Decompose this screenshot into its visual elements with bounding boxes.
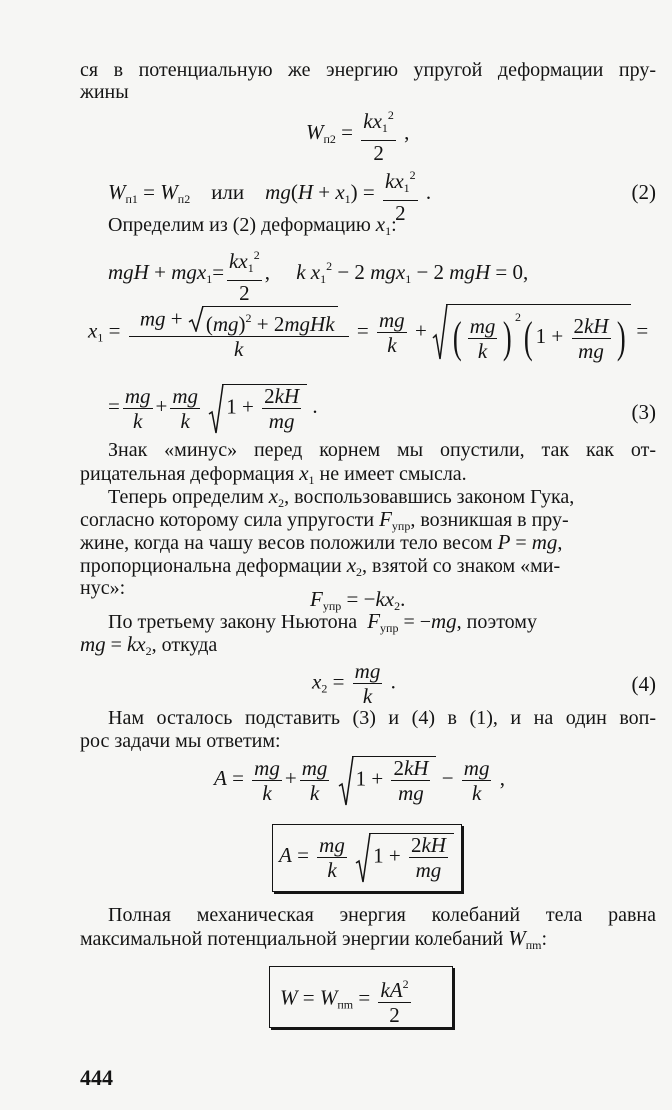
boxed-formula-energy [269,966,453,1028]
or-word: или [211,179,245,204]
text-fragment: пропорциональна деформации [80,555,342,577]
text-line: рос задачи мы ответим: [80,730,281,752]
text-line: согласно которому сила упругости $F_{упр}$, возникшая в пру- [80,507,569,533]
formula-eq4: $x_2$ = $\frac{mg}{k}$ . [312,659,396,708]
formula-hooke: $F_{упр} = -kx_2$. [310,587,406,613]
text-fragment: По третьему закону Ньютона [108,611,358,633]
text-line: рицательная деформация $x_1$ не имеет смысла. [80,461,467,487]
boxed-formula-work [272,824,462,892]
text-line: Нам осталось подставить (3) и (4) в (1), и на один воп- [108,707,656,729]
formula-eq2: $W_{п1} = W_{п2}$ или $mg(H + x_1)$ = $\frac{kx_1^2}{2}$ . [108,164,431,224]
formula-work: A = $\frac{mg}{k}$ + $\frac{mg}{k}$ 1 + $\frac{2kH}{mg}$ − $\frac{mg}{k}$ , [214,755,505,805]
text-line: Знак «минус» перед корнем мы опустили, так как от- [108,439,656,461]
equation-number: (3) [631,400,656,424]
text-line: жине, когда на чашу весов положили тело весом P = mg, [80,530,563,554]
text-fragment: максимальной потенциальной энергии колебаний [80,928,504,950]
text-line: ся в потенциальную же энергию упругой деформации пру- [80,59,656,81]
formula-x1-root: $x_1$ = mg + (mg)$^2$ + 2mgHk k = $\frac{mg}{k}$ + ( $\frac{mg}{k}$ ) $^2$( 1 + $\frac{2kH}{mg}$ ) = [88,304,648,362]
page-number: 444 [80,1065,113,1090]
text-line: Определим из (2) деформацию $x_1$: [108,212,397,238]
text-line: Полная механическая энергия колебаний тела равна [108,904,656,926]
text-line: пропорциональна деформации $x_2$, взятой со знаком «ми- [80,553,561,579]
formula-eq3: = $\frac{mg}{k}$ + $\frac{mg}{k}$ 1 + $\frac{2kH}{mg}$ . [108,383,318,433]
text-fragment: , взятой со знаком «ми- [362,555,561,577]
text-line: Теперь определим $x_2$, воспользовавшись законом Гука, [108,484,575,510]
text-fragment: Теперь определим [108,486,264,508]
formula-work-final: A = $\frac{mg}{k}$ 1 + $\frac{2kH}{mg}$ [279,833,454,881]
text-fragment: , возникшая в пру- [410,509,569,531]
text-line: жины [80,81,129,103]
formula-energy: $W = W_{пm}$ = $\frac{kA^2}{2}$ [280,973,414,1026]
text-line: нус»: [80,577,126,599]
text-fragment: Определим из (2) деформацию [108,214,371,236]
formula-quadratic: mgH + mgx$_1$= $\frac{kx_1^2}{2}$ , k $x_1^2 - 2$ mgx$_1$ − 2 mgH = 0, [108,244,528,304]
text-fragment: рицательная деформация [80,463,295,485]
equation-number: (2) [631,180,656,204]
text-fragment: не имеет смысла. [319,463,467,485]
text-fragment: жине, когда на чашу весов положили тело весом [80,532,493,554]
text-fragment: , воспользовавшись законом Гука, [284,486,575,508]
text-fragment: , поэтому [456,611,537,633]
text-fragment: согласно которому сила упругости [80,509,375,531]
text-line: mg = $kx_2$, откуда [80,632,218,658]
formula-wp2: $W_{п2}$ = $\frac{kx_1^2}{2}$ , [306,104,409,164]
text-fragment: , откуда [151,634,218,656]
text-line: максимальной потенциальной энергии колебаний $W_{пm}$: [80,926,548,952]
equation-number: (4) [631,672,656,696]
text-line: По третьему закону Ньютона $F_{упр} = -mg$, поэтому [108,609,537,635]
